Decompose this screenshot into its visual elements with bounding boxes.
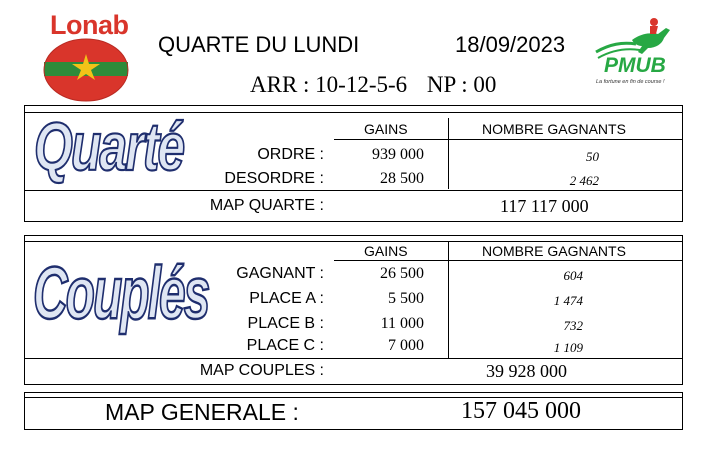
pmub-logo xyxy=(592,14,684,94)
lonab-logo-text: Lonab xyxy=(50,10,129,40)
couples-row-gagnant-label: GAGNANT : xyxy=(236,265,324,282)
couples-heading: Couplés xyxy=(33,253,209,336)
arrival-line xyxy=(250,72,496,98)
pmub-tagline: La fortune en fin de course ! xyxy=(596,79,665,85)
quarte-header-underline xyxy=(334,139,683,140)
couples-row-gagnant-winners: 604 xyxy=(563,268,583,283)
quarte-row-ordre-gain: 939 000 xyxy=(372,146,424,163)
couples-row-place-a-label: PLACE A : xyxy=(249,290,324,307)
quarte-col-divider xyxy=(448,118,449,189)
pmub-logo-text: PMUB xyxy=(604,54,666,77)
general-map-label: MAP GENERALE : xyxy=(105,399,299,425)
general-section-top-inner-line xyxy=(24,397,683,398)
couples-col-winners: NOMBRE GAGNANTS xyxy=(482,243,626,259)
arrival-value: ARR : 10-12-5-6 xyxy=(250,72,408,97)
np-value: NP : 00 xyxy=(426,72,497,97)
couples-row-place-c-label: PLACE C : xyxy=(246,337,324,354)
couples-row-place-a-gain: 5 500 xyxy=(388,290,424,307)
lonab-logo xyxy=(40,10,136,102)
couples-map-value: 39 928 000 xyxy=(486,361,567,381)
quarte-map-label: MAP QUARTE : xyxy=(209,197,324,214)
couples-row-place-c-gain: 7 000 xyxy=(388,337,424,354)
couples-map-label: MAP COUPLES : xyxy=(199,362,324,379)
page-title: QUARTE DU LUNDI xyxy=(158,32,360,57)
race-date: 18/09/2023 xyxy=(455,32,566,57)
quarte-map-value: 117 117 000 xyxy=(500,196,589,216)
couples-row-place-b-gain: 11 000 xyxy=(380,315,424,332)
quarte-row-ordre-winners: 50 xyxy=(586,149,599,164)
couples-col-gains: GAINS xyxy=(364,243,408,259)
quarte-row-desordre-winners: 2 462 xyxy=(569,173,599,188)
quarte-heading: Quarté xyxy=(34,109,184,185)
quarte-row-desordre-gain: 28 500 xyxy=(380,170,424,187)
quarte-col-gains: GAINS xyxy=(364,121,408,137)
couples-row-place-c-winners: 1 109 xyxy=(553,340,583,355)
quarte-row-desordre-label: DESORDRE : xyxy=(224,170,324,187)
couples-col-divider xyxy=(448,241,449,358)
quarte-col-winners: NOMBRE GAGNANTS xyxy=(482,121,626,137)
couples-row-gagnant-gain: 26 500 xyxy=(380,265,424,282)
couples-header-underline xyxy=(334,260,683,261)
couples-map-divider xyxy=(24,358,683,359)
couples-section-top-inner-line xyxy=(24,241,683,242)
quarte-map-divider xyxy=(24,190,683,191)
quarte-row-ordre-label: ORDRE : xyxy=(257,146,324,163)
couples-row-place-a-winners: 1 474 xyxy=(553,293,583,308)
couples-row-place-b-label: PLACE B : xyxy=(247,315,324,332)
general-map-value: 157 045 000 xyxy=(461,398,581,424)
couples-row-place-b-winners: 732 xyxy=(563,318,583,333)
